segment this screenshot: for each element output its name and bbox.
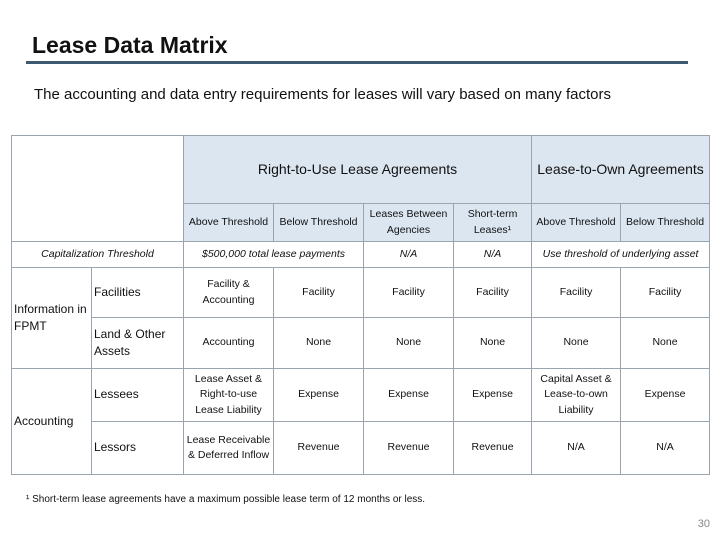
table-cell: Lease Receivable & Deferred Inflow — [184, 422, 274, 475]
footnote: ¹ Short-term lease agreements have a maximum possible lease term of 12 months or less. — [26, 494, 426, 505]
table-cell: None — [621, 318, 710, 369]
group-header-right-to-use: Right-to-Use Lease Agreements — [184, 136, 532, 204]
group-label-information-in-fpmt: Information in FPMT — [12, 268, 92, 369]
table-cell: Expense — [274, 369, 364, 422]
cap-threshold-lto: Use threshold of underlying asset — [532, 242, 710, 268]
table-cell: Revenue — [454, 422, 532, 475]
lease-data-matrix — [11, 135, 710, 475]
table-cell: Capital Asset & Lease-to-own Liability — [532, 369, 621, 422]
table-cell: Revenue — [274, 422, 364, 475]
table-cell: Facility — [364, 268, 454, 318]
column-header: Short-term Leases¹ — [454, 204, 532, 242]
table-cell: Expense — [454, 369, 532, 422]
table-cell: Facility — [532, 268, 621, 318]
column-header: Above Threshold — [184, 204, 274, 242]
slide-title: Lease Data Matrix — [32, 32, 228, 58]
cap-threshold-between-agencies: N/A — [364, 242, 454, 268]
table-cell: None — [274, 318, 364, 369]
cap-threshold-label: Capitalization Threshold — [12, 242, 184, 268]
page-number: 30 — [697, 518, 710, 530]
table-cell: None — [532, 318, 621, 369]
table-cell: N/A — [532, 422, 621, 475]
table-cell: None — [364, 318, 454, 369]
row-label-lessees: Lessees — [92, 369, 184, 422]
column-header: Below Threshold — [621, 204, 710, 242]
table-cell: Revenue — [364, 422, 454, 475]
table-cell: Facility — [454, 268, 532, 318]
cap-threshold-short-term: N/A — [454, 242, 532, 268]
table-cell: Accounting — [184, 318, 274, 369]
row-label-land-other-assets: Land & Other Assets — [92, 318, 184, 369]
table-cell: Lease Asset & Right-to-use Lease Liability — [184, 369, 274, 422]
group-header-lease-to-own: Lease-to-Own Agreements — [532, 136, 710, 204]
table-cell: Expense — [364, 369, 454, 422]
table-cell: None — [454, 318, 532, 369]
title-divider — [26, 61, 688, 64]
table-cell: Facility — [621, 268, 710, 318]
row-label-facilities: Facilities — [92, 268, 184, 318]
table-cell: Facility & Accounting — [184, 268, 274, 318]
slide-subtitle: The accounting and data entry requirements for leases will vary based on many factors — [34, 86, 611, 103]
column-header: Below Threshold — [274, 204, 364, 242]
row-label-lessors: Lessors — [92, 422, 184, 475]
group-label-accounting: Accounting — [12, 369, 92, 475]
column-header: Leases Between Agencies — [364, 204, 454, 242]
cap-threshold-rtu: $500,000 total lease payments — [184, 242, 364, 268]
table-cell: Facility — [274, 268, 364, 318]
corner-cell — [12, 136, 184, 242]
column-header: Above Threshold — [532, 204, 621, 242]
table-cell: N/A — [621, 422, 710, 475]
table-cell: Expense — [621, 369, 710, 422]
